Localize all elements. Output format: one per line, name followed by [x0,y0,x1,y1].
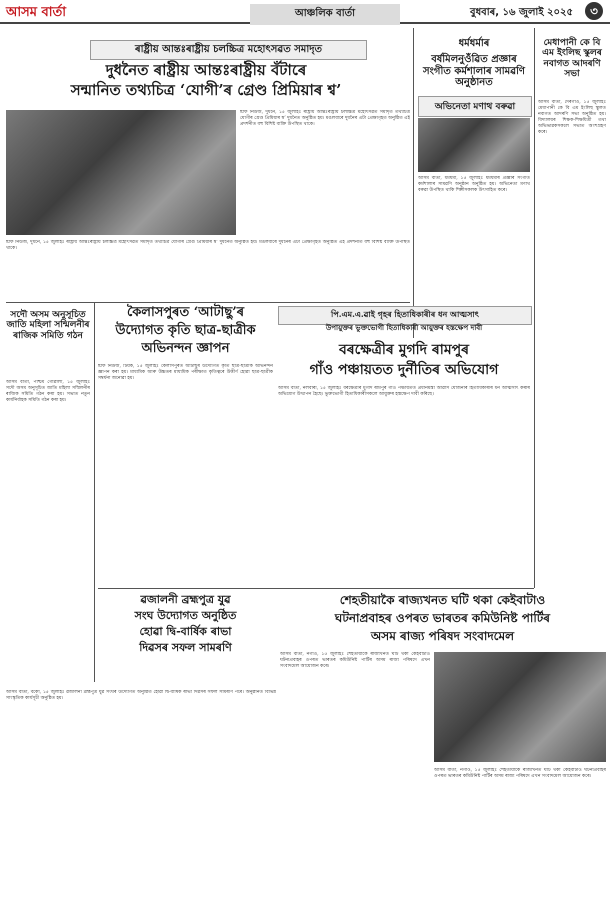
lead-body: ষ্টাফ নিউজ, দুধনৈ, ১৫ জুলাইঃ ৰাষ্ট্ৰীয় আন্তঃৰাষ্ট্ৰীয় চলচ্চিত্ৰ মহোৎসৱত সমাদৃত তথ্যচিত্ৰ যোগীৰ গ্ৰেণ্ড প্ৰিমিয়াৰ শ্ব’ দুধনৈত অনুষ্ঠিত হয়। মঙলবাৰে দুধনৈৰ এটা প্ৰেক্ষাগৃহত অনুষ্ঠিত এই প্ৰদৰ্শনীত বহু বিশিষ্ট ব্যক্তি উপস্থিত থাকে। [6,240,410,251]
brahma-title-line1: ৱজালনী ব্ৰহ্মপুত্ৰ যুৱ [140,593,231,606]
pmay-title-line2: গাঁও পঞ্চায়তত দুৰ্নীতিৰ অভিযোগ [309,362,499,378]
kailash-title-line2: উদ্যোগত কৃতি ছাত্ৰ-ছাত্ৰীক [115,323,256,338]
column-rule [413,28,414,338]
cpi-body-continued: আসম বাৰ্তা, নগাঁও, ১৫ জুলাইঃ শেহতীয়াকৈ ৰাজ্যখনত ঘটি থকা কেইবাটাও ঘটনাপ্ৰবাহৰ ওপৰত ভাৰতৰ কমিউনিষ্ট পাৰ্টিৰ অসম ৰাজ্য পৰিষদে এখন সংবাদমেল আয়োজন কৰে। [434,768,606,779]
meghapani-body: আসম বাৰ্তা, দেৰগাওঁ, ১৫ জুলাইঃ মেধাপানী কে বি এম ইংলিছ স্কুলত নবাগত আদৰণি সভা অনুষ্ঠিত হয়। বিদ্যালয়ৰ শিক্ষক-শিক্ষয়িত্ৰী তথা অভিভাৱকসকলে সভাত অংশগ্ৰহণ কৰে। [538,100,606,135]
dharma-subtitle: অভিনেতা মণাথ বৰুৱা [418,96,532,117]
issue-date: বুধবাৰ, ১৬ জুলাই ২০২৫ [470,7,573,18]
brahma-title-line2: সংঘ উদ্যোগত অনুষ্ঠিত [134,609,237,622]
pmay-kicker: পি.এম.এ.ৱাই গৃহৰ হিতাধিকাৰীৰ ধন আত্মসাৎ [278,306,532,325]
page-number: ৩ [585,2,603,20]
column-rule [534,28,535,588]
newspaper-logo: আসম বার্তা [6,5,67,20]
dharma-body: আসম বাৰ্তা, ধৰ্মধৰ্মা, ১৫ জুলাইঃ ধৰ্মধৰ্মাৰ প্ৰজ্ঞাৰ সংগীত কৰ্মশালাৰ সামৱণি অনুষ্ঠান অনুষ্ঠিত হয়। অভিনেতা মণাথ বৰুৱা উপস্থিত থাকি শিল্পীসকলক উৎসাহিত কৰে। [418,176,530,193]
cpi-title-line3: অসম ৰাজ্য পৰিষদ সংবাদমেল [370,629,515,643]
column-rule [94,302,95,682]
sadou-title: সদৌ অসম অনুসূচিত জাতি মহিলা সন্মিলনীৰ ৰাজিক সমিতি গঠন [6,310,90,341]
cpi-title-line2: ঘটনাপ্ৰবাহৰ ওপৰত ভাৰতৰ কমিউনিষ্ট পাৰ্টিৰ [334,611,551,625]
cpi-body: আসম বাৰ্তা, নগাঁও, ১৫ জুলাইঃ শেহতীয়াকৈ ৰাজ্যখনত ঘটি থকা কেইবাটাও ঘটনাপ্ৰবাহৰ ওপৰত ভাৰতৰ কমিউনিষ্ট পাৰ্টিৰ অসম ৰাজ্য পৰিষদে এখন সংবাদমেল আয়োজন কৰে। [280,652,430,669]
cpi-photo [434,652,606,762]
section-label: আঞ্চলিক বাৰ্তা [250,4,400,25]
brahma-title-line3: হোৱা দ্বি-বাৰ্ষিক ৰাভা [139,625,232,638]
row-rule [98,588,534,589]
dharma-title: বৰ্ষমিলনুওঁৱিত প্ৰজ্ঞাৰ সংগীত কৰ্মশালাৰ সামৱণি অনুষ্ঠানত [423,54,525,88]
pmay-kicker2: উপায়ুক্তৰ ভুক্তভোগী হিতাধিকাৰী আয়ুক্তৰ হস্তক্ষেপ দাবী [325,323,483,332]
dharma-kicker: ধৰ্মধৰ্মাৰ [458,38,490,49]
lead-kicker: ৰাষ্ট্ৰীয় আন্তঃৰাষ্ট্ৰীয় চলচ্চিত্ৰ মহোৎসৱত সমাদৃত [90,40,367,60]
row-rule [6,302,410,303]
pmay-title-line1: বৰক্ষেত্ৰীৰ মুগদি ৰামপুৰ [339,342,469,358]
lead-title-line1: দুধনৈত ৰাষ্ট্ৰীয় আন্তঃৰাষ্ট্ৰীয় বঁটাৰে [105,61,307,79]
kailash-title-line1: কৈলাসপুৰত ‘আটাছু’ৰ [126,305,245,320]
lead-photo [6,110,236,235]
sadou-body: আসম বাৰ্তা, পশ্চিম গোৱালী, ১৫ জুলাইঃ সদৌ অসম অনুসূচিত জাতি মহিলা সন্মিলনীৰ ৰাজিক সমিতি গঠন কৰা হয়। সভাত নতুন কাৰ্যনিৰ্বাহক সমিতি গঠন কৰা হয়। [6,380,90,403]
meghapani-title: মেধাপানী কে বি এম ইংলিছ স্কুলৰ নবাগত আদৰণি সভা [542,38,602,80]
kailash-title-line3: অভিনন্দন জ্ঞাপন [141,341,230,356]
brahma-body: আসম বাৰ্তা, বকো, ১৫ জুলাইঃ ৱজালনী ব্ৰহ্মপুত্ৰ যুৱ সংঘৰ উদ্যোগত অনুষ্ঠিত হোৱা দ্বি-বাৰ্ষিক ৰাভা দিৱসৰ সফল সামৰণি পৰে। অনুষ্ঠানত বিভিন্ন সাংস্কৃতিক কাৰ্যসূচী অনুষ্ঠিত হয়। [6,690,276,701]
kailash-body: ষ্টাফ নিউজ, টিয়ক, ১৫ জুলাইঃ কৈলাসপুৰত আটাছুৰ উদ্যোগত কৃতি ছাত্ৰ-ছাত্ৰীক অভিনন্দন জ্ঞাপন কৰা হয়। মাধ্যমিক আৰু উচ্চতৰ মাধ্যমিক পৰীক্ষাত কৃতিত্বৰে উত্তীৰ্ণ হোৱা ছাত্ৰ-ছাত্ৰীক সম্বৰ্ধনা জনোৱা হয়। [98,364,273,381]
dharma-photo [418,118,530,172]
pmay-body: আসম বাৰ্তা, নলবাৰী, ১৫ জুলাইঃ বৰক্ষেত্ৰীৰ মুগদি ৰামপুৰ গাঁও পঞ্চায়তত প্ৰধানমন্ত্ৰী আৱাস যোজনাৰ হিতাধিকাৰীৰ ধন আত্মসাৎ কৰাৰ অভিযোগ উত্থাপন হৈছে। ভুক্তভোগী হিতাধিকাৰীসকলে আয়ুক্তৰ হস্তক্ষেপ দাবী কৰিছে। [278,386,530,397]
lead-body-column: ষ্টাফ নিউজ, দুধনৈ, ১৫ জুলাইঃ ৰাষ্ট্ৰীয় আন্তঃৰাষ্ট্ৰীয় চলচ্চিত্ৰ মহোৎসৱত সমাদৃত তথ্যচিত্ৰ যোগীৰ গ্ৰেণ্ড প্ৰিমিয়াৰ শ্ব’ দুধনৈত অনুষ্ঠিত হয়। মঙলবাৰে দুধনৈৰ এটা প্ৰেক্ষাগৃহত অনুষ্ঠিত এই প্ৰদৰ্শনীত বহু বিশিষ্ট ব্যক্তি উপস্থিত থাকে। [240,110,410,127]
cpi-title-line1: শেহতীয়াকৈ ৰাজ্যখনত ঘটি থকা কেইবাটাও [339,593,546,607]
lead-title-line2: সন্মানিত তথ্যচিত্ৰ ‘যোগী’ৰ গ্ৰেণ্ড প্ৰিমিয়াৰ শ্ব’ [70,81,342,99]
brahma-title-line4: দিৱসৰ সফল সামৰণি [139,641,232,654]
